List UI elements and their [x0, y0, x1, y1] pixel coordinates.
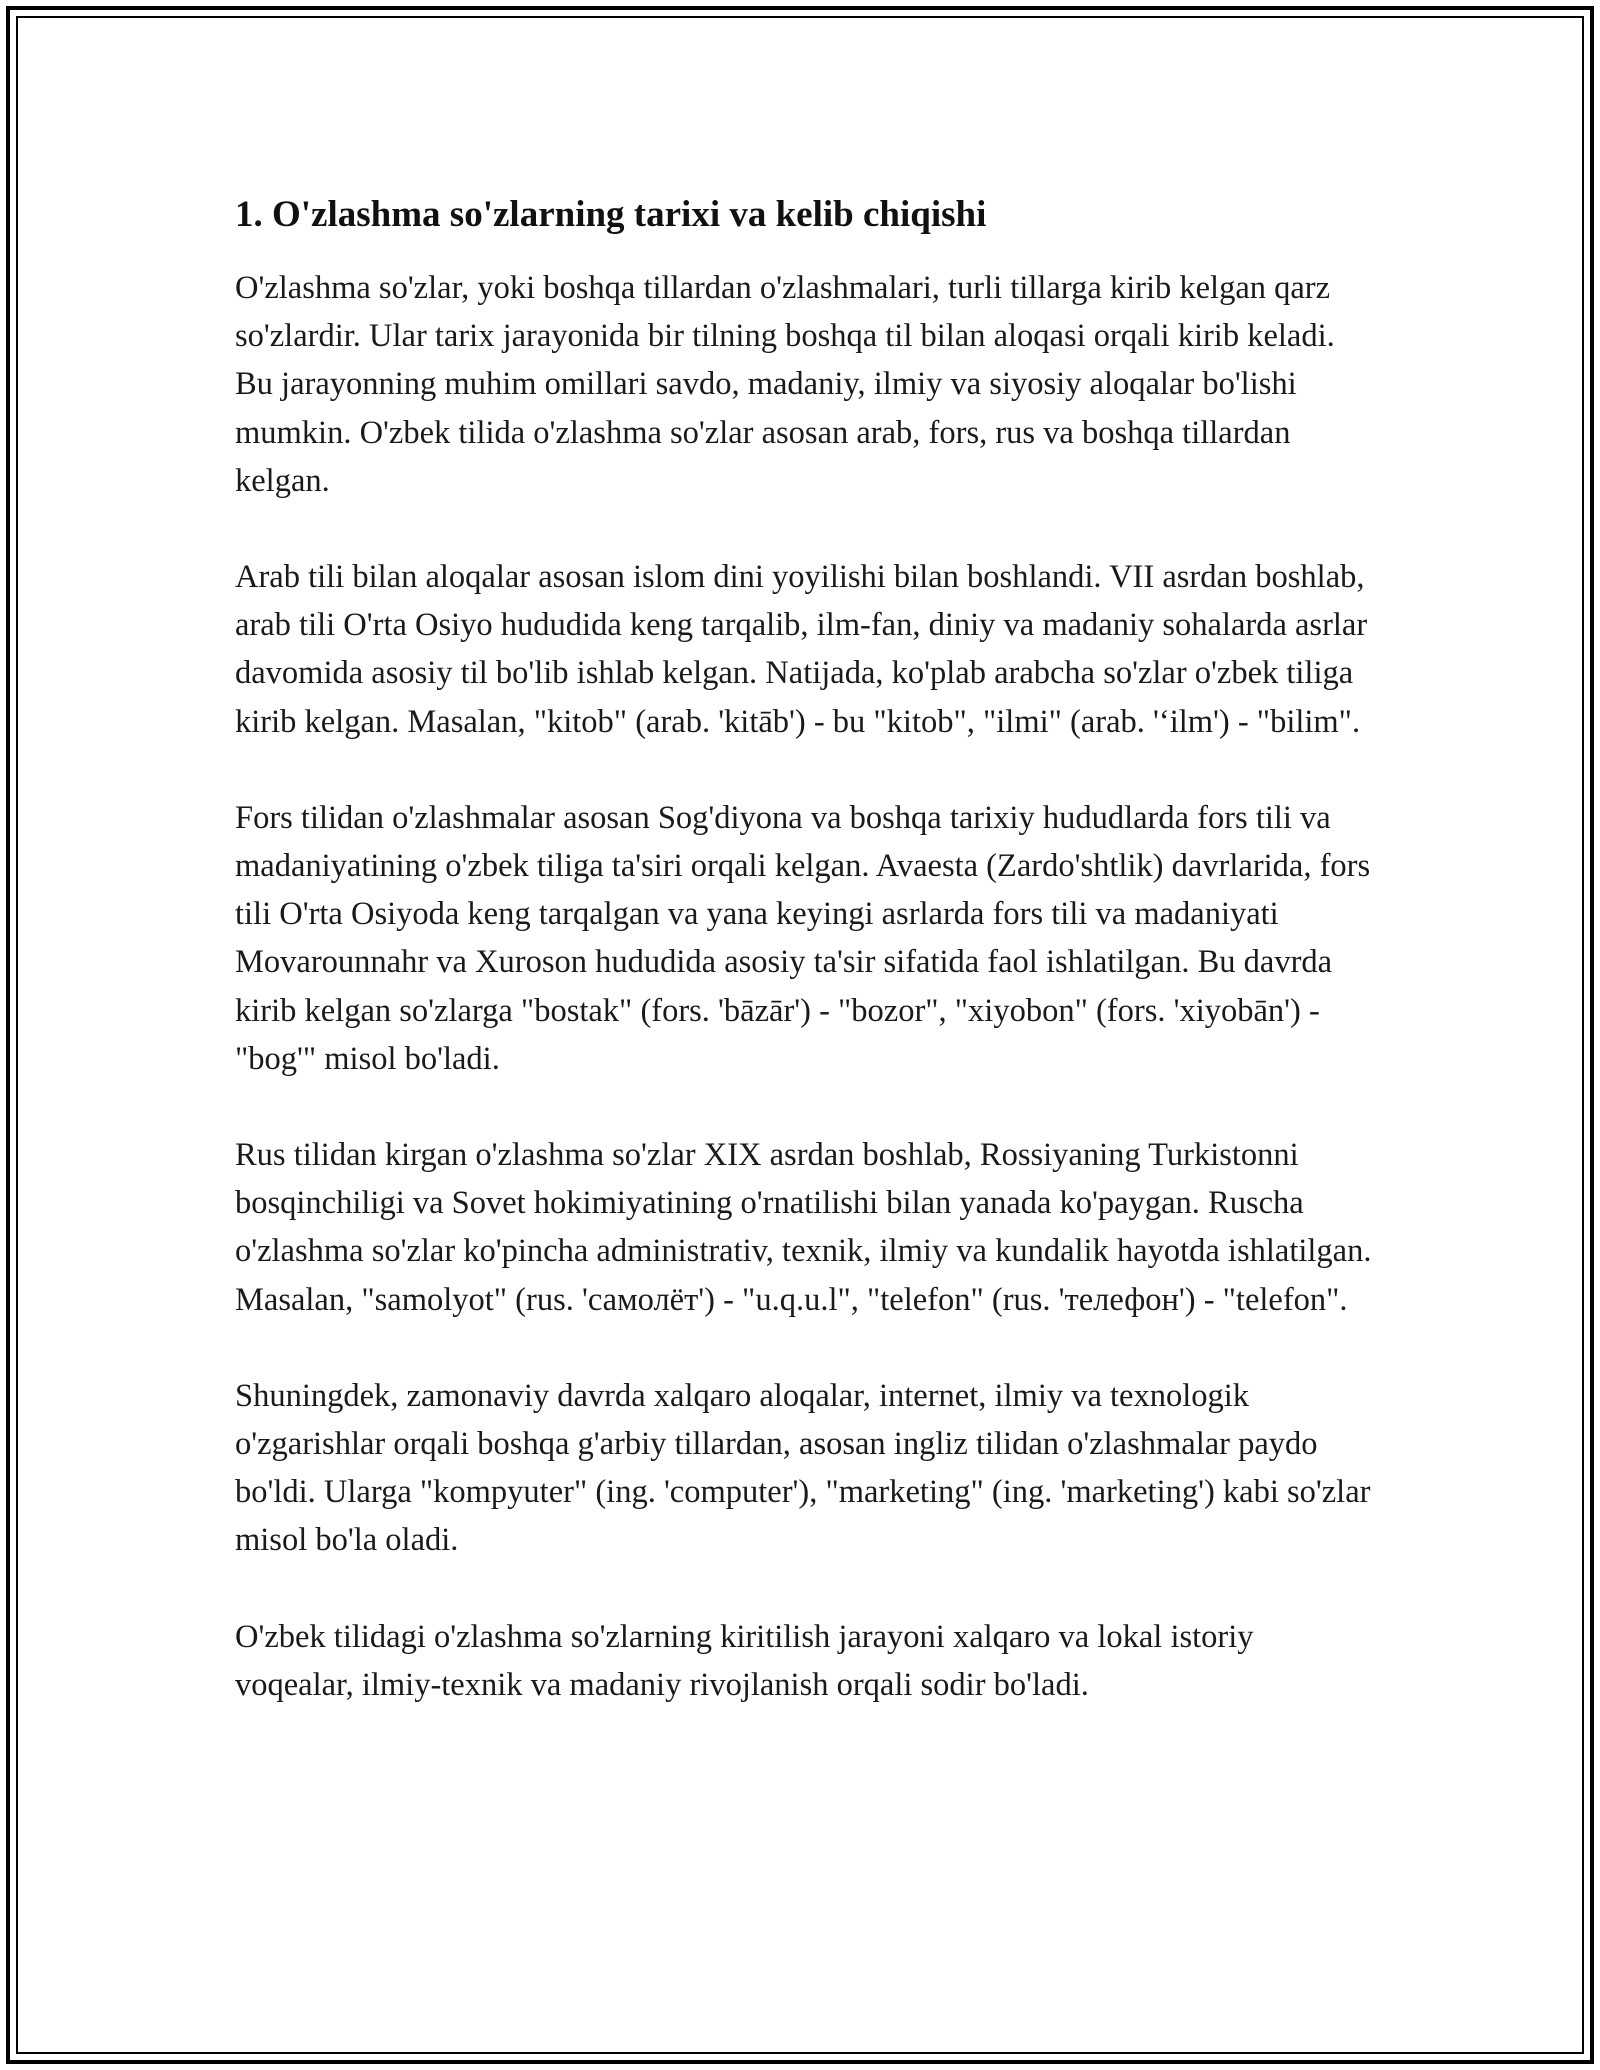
document-body [235, 190, 1375, 1757]
paragraph-conclusion: O'zbek tilidagi o'zlashma so'zlarning kiritilish jarayoni xalqaro va lokal istoriy voqealar, ilmiy-texnik va madaniy rivojlanish orqali sodir bo'ladi. [235, 1618, 1254, 1703]
paragraph-russian: Rus tilidan kirgan o'zlashma so'zlar XIX asrdan boshlab, Rossiyaning Turkistonni bosqinchiligi va Sovet hokimiyatining o'rnatilishi bilan yanada ko'paygan. Ruscha o'zlashma so'zlar ko'pincha administrativ, texnik, ilmiy va kundalik hayotda ishlatilgan. Masalan, "samolyot" (rus. 'самолёт') - "u.q.u.l", "telefon" (rus. 'телефон') - "telefon". [235, 1137, 1372, 1318]
paragraph-modern: Shuningdek, zamonaviy davrda xalqaro aloqalar, internet, ilmiy va texnologik o'zgarishlar orqali boshqa g'arbiy tillardan, asosan ingliz tilidan o'zlashmalar paydo bo'ldi. Ularga "kompyuter" (ing. 'computer'), "marketing" (ing. 'marketing') kabi so'zlar misol bo'la oladi. [235, 1377, 1371, 1559]
section-heading: 1. O'zlashma so'zlarning tarixi va kelib chiqishi [235, 194, 987, 235]
paragraph-persian: Fors tilidan o'zlashmalar asosan Sog'diyona va boshqa tarixiy hududlarda fors tili va madaniyatining o'zbek tiliga ta'siri orqali kelgan. Avaesta (Zardo'shtlik) davrlarida, fors tili O'rta Osiyoda keng tarqalgan va yana keyingi asrlarda fors tili va madaniyati Movarounnahr va Xuroson hududida asosiy ta'sir sifatida faol ishlatilgan. Bu davrda kirib kelgan so'zlarga "bostak" (fors. 'bāzār') - "bozor", "xiyobon" (fors. 'xiyobān') - "bog'" misol bo'ladi. [235, 799, 1371, 1077]
paragraph-arabic: Arab tili bilan aloqalar asosan islom dini yoyilishi bilan boshlandi. VII asrdan boshlab, arab tili O'rta Osiyo hududida keng tarqalib, ilm-fan, diniy va madaniy sohalarda asrlar davomida asosiy til bo'lib ishlab kelgan. Natijada, ko'plab arabcha so'zlar o'zbek tiliga kirib kelgan. Masalan, "kitob" (arab. 'kitāb') - bu "kitob", "ilmi" (arab. '‘ilm') - "bilim". [235, 559, 1368, 740]
paragraph-intro: O'zlashma so'zlar, yoki boshqa tillardan o'zlashmalari, turli tillarga kirib kelgan qarz so'zlardir. Ular tarix jarayonida bir tilning boshqa til bilan aloqasi orqali kirib keladi. Bu jarayonning muhim omillari savdo, madaniy, ilmiy va siyosiy aloqalar bo'lishi mumkin. O'zbek tilida o'zlashma so'zlar asosan arab, fors, rus va boshqa tillardan kelgan. [235, 270, 1335, 499]
